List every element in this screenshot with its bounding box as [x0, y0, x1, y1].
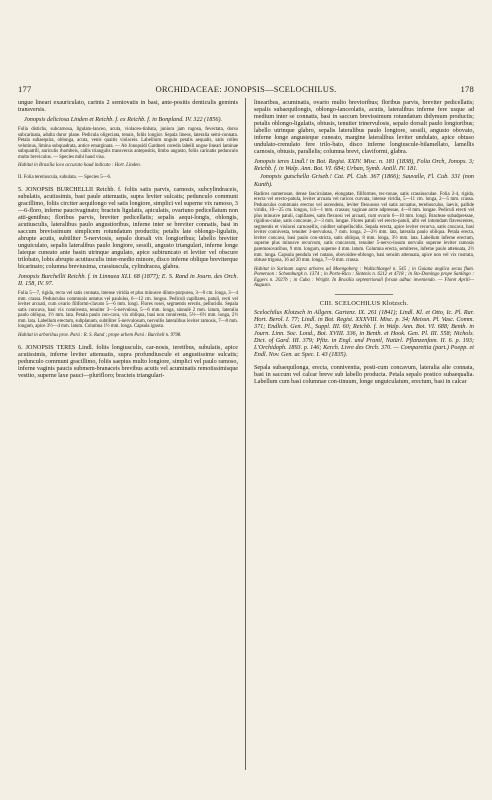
species-description: Folia distichs, subcarnosa, ligulato-lanceo, acuta, violaceo-tinbata, juniora jam rugosa, fevectata, dorso subcarinata, adulta duror plane. Pedicula oligeciata, tenuis, foliis longior. Sepala lineos, lateralia semi-connata. Petala subaequira, oblonga, acuta, venis quaitis violaceis. Labellium ungulo petalis aequalis, satis colles velutinus, limina subquadrata, antice emarginata. — Ab Jonopsidi Gardneri coredis labelli ungue lineari laminae subquatrill, auriculis rhombeis, callis triangulis transversis antepositis, limbo angusto, foliis carinatis pedunculo multo breviculus. — Species mihi haud visa.	[18, 127, 238, 160]
right-paragraph: linearibus, acuminatis, ovario multo brevioribus; floribus parvis, breviter pedicellatis; sepalis subaequilongis, oblongo-lanceolatis, acutis, lateralibus inferne fere usque ad medium inter se connatis, basi in saccum brevissimum rotundatum didymum productis; petalis oblongo-ligulatis, obtusis, tenuiter trinervulosis, sepalo dorsali paulo longioribus; labello utrinque glabro, sepalis lateralibus paulo longiore, sessili, angusto obovato, inferne longe angusteque cuneato, margine lateralibus leviter undulato, apice obtuso undulato-crenulato fere trilo-bato, disco inferne longiuscule-bilamellato, lamellis carnosis, obtusis, parallelis; columna brevi, claviformi, glabra.	[254, 100, 474, 156]
right-column	[254, 100, 474, 386]
species-diagnosis: 6. JONOPSIS TERES Lindl. foliis longiusculis, car-nosis, teretibus, subulatis, apice acutissimis, inferne leviter attenuatis, supra profundiuscule et angustissime sulcatis; pedunculo communi gracillimo, foliis saepius multo longiore, simplici vel paulo ramoso, inferne vaginis paucis submem-branaceis brevibus acutis vel acuminatis remotissimisque vestito, superne laxe pauci—pluriflоro; bracteis triangulari-	[18, 344, 238, 379]
species-description: Radices numerosae, dense fasciculatae, elongatae, filiformes, tec-tonae, satis crassiusculae. Folia 2-4, rigida, erecta vel erecto-patula, leviter arcuata vel raricos curvata, intense viridia, 5—11 cm. longa, 2—5 mm. crassa. Pedunculus communis erectus vel ascendens, leviter flexuosus vel satis arcuatus, teretiusculus, laevis, pallide viridis, 10—25 cm. longus, 1/4—1 mm. crassus; vaginae arcte adpressae, 4—8 mm. longae. Pediculi erecti vel plus minusve patuli, capillares, satis flexuosi vel arcuati, cum ovario 6—10 mm. longi. Bracteae subadpressae, rigidius-culae, satis concavae, 2—3 mm. longae. Flores patuli vel erecto-patuli, albi vel intumdam flavescentes, segmentis et violacei carnosellis, cuiditer subpellucidis. Sepala erecta, apice leviter recurva, satis concava, basi leviter connivesta, tenuiter 3-nervulosa, 7 mm. longa, 2—2½ mm. lata, lateralia paulo obliqua. Petala erecta, leviter concava, basi paulo con-stricta, satis obliqua, 8 mm. longa, 3½ mm. lata. Labellum inferne erectum, superne plus minusve recurvum, satis concavum, tenuiter 5-nervo-losum nervulis superne leviter ramosis paremosovaribus, 9 mm. longum, superne 4 mm. latum. Columna erecta, semiteres, inferne paulo attenuata, 2½ mm. longa. Capsula pendula vel nutans, obovoideo-oblongo, basi sensim attenuata, apice non vel vix rostrata, obtuse trigona, 16 ad 20 mm. longa, 7—9 mm. crassa.	[254, 191, 474, 264]
species-synonym: Jonopsis gutschella Griseb.! Cat. Pl. Cub. 367 (1866); Sauvalle, Fl. Cub. 331 (non Kunth).	[254, 174, 474, 188]
running-head: ORCHIDACEAE: JONOPSIS—SCELOCHILUS.	[155, 84, 337, 94]
left-column	[18, 100, 238, 380]
group-heading: II. Folia teretiuscula, subulata. — Species 5—6.	[18, 174, 112, 180]
species-citation: Jonopsis deliciosa Linden et Reichb. f. ex Reichb. f. in Bonpland. IV. 322 (1856).	[24, 117, 223, 124]
habitat-note: Habitat in Surinam supra arbores ad Moengoberg : Wullschlaegel n. 545 ; in Guiana anglica secus flum. Pomeroon : Schomburgk n. 1374 ; in Porto-Rico : Sintenis n. 6212 et 4718 ; in Sto-Domingo prope Sanlingo : Eggers n. 2027b ; in Cuba : Wright. In Brasilia septentrionali forsan adhuc inveniendo. — Floret Aprili—Augusto.	[254, 266, 474, 289]
page-header	[18, 84, 474, 96]
page-number-left: 177	[18, 84, 32, 94]
species-citation: Jonopsis teres Lindl.! in Bot. Regist. XXIV. Misc. n. 181 (1838), Folia Orch, Jonops. 3; Reichb. f. in Walp. Ann. Bot. VI. 684; Urban, Symb. Antill. IV. 181.	[254, 159, 474, 173]
column-divider	[245, 98, 246, 770]
habitat-note: Habitat in Brasilia loco accurato haud indicato : Hort. Linden.	[18, 163, 141, 169]
genus-citation: Scelochilus Klotzsch in Allgem. Gartenz. IX. 261 (1841); Lindl. Kl. et Otto, Ic. Pl. Rar. Hort. Berol. I. 77; Lindl. in Bot. Regist. XXXVIII. Misc. p. 34; Meissn. Pl. Vasc. Comm. 371; Endlich. Gen. Pl., Suppl. III. 60; Reichb. f. in Walp. Ann. Bot. VI. 688; Benth. in Journ. Linn. Soc. Lond., Bot. XVIII. 336, in Benth. et Hook. Gen. Pl. III. 558; Nichols. Dict. of Gard. III. 379; Pfitz. in Engl. und Prantl, Natürl. Pflanzenfam. II. 6. p. 193; L'Orchidoph. 1893. p. 146; Kerch. Livre des Orch. 370. — Comparettia (part.) Poepp. et Endl. Nov. Gen. ac Spec. I. 43 (1835).	[254, 309, 474, 359]
species-diagnosis: 5. JONOPSIS BURCHELLII Reichb. f. foliis satis parvis, carnosis, subcylindraceis, subulatis, acutissimis, basi paule attenuatis, supra leviter sulcatis; pedunculo communi gracillimo, foliis circiter aequilongo vel satis longiore, simplici vel superne vix ramoso, 3—6-floro, inferne paucivaginato; bracteis ligulatis, apiculatis, ovariuno pedicellatum non atti-gentibus; floribus parvis, breviter pedicellatis; sepalis aequi-longis, oblongis, acutiusculis, lateralibus paulo angustioribus, inferne inter se breviter connatis, basi in saccum brevissimum simplicem rotundatum productis; petalis late oblongo-ligulatis, abrupte acutis, subtiliter 5-nerviosis, sepalo dorsali vix longioribus; labello breviter unguiculato, sepalis lateralibus paulo longiore, sessili, angusto triangulari, inferne longe lateque cuneato ante basin utrinque angulato, apice subtruncato et leviter vel obscure trilobato, lobis abrupte acutiusculis inter-medio minore, disco inferne oblique breviterque bicarinato; columna breviusima, crassiuscula, cylindracea, glabra.	[18, 186, 238, 271]
genus-diagnosis: Sepala subaequilonga, erecta, conniventia, posti-cum concavum, lateralia alte connata, basi in saccum vel calcar breve sub labello producta. Petala sepalo postico subaequalia. Labellum cum basi columnae con-tinuum, longe unguiculatum, erectum, basi in calcar	[254, 365, 474, 386]
species-citation: Jonopsis Burchellii Reichb. f. in Linnaea XLI. 68 (1877); E. S. Rand in Journ. des Orch. II. 158, IV. 97.	[18, 274, 238, 288]
genus-heading: CIII. SCELOCHILUS Klotzsch.	[319, 299, 409, 307]
species-description: Folia 5—7, rigida, recta vel satis connata, intense viridia et plus minusve diluto-purpurea, 3—8 cm. longa, 3—4 mm. crassa. Pedunculus communis untatus vel paululus, 6—12 cm. longus. Pediculi capillares, patuli, recti vel leviter arcuati, cum ovario filiformi-clavato 5—6 mm. longi. Flores rosei, segmentis erectis, pellucidis. Sepala satis concava, basi vix connivesta, tenuiter 3—5-nervulosa, 5—6 mm. longa, sinnulé 2 mm. latum, lateralia paulo obliqua, 1½ mm. lata. Petala paulo con-cava, vix obliqua, basi non connivesta, 5½—6½ mm. longa, 2½ mm. lata. Labellum erectum, subplanum, subtiliter 5-nervulosum, nervullis lateralibus leviter ramosis, 7—8 mm. longum, apice 3½—4 mm. latum. Columna 1½ mm. longa. Capsula ignota.	[18, 291, 238, 330]
left-paragraph: ungue lineari exauriculato, carinis 2 semiovatis in basi, ante-positis denticulis geminis transversis.	[18, 100, 238, 114]
habitat-note: Habitat in arboribus prov. Pará : R. S. Rand ; prope urbem Pará : Burchell n. 9798.	[18, 333, 182, 338]
section-rule	[335, 294, 393, 295]
page-number-right: 178	[460, 84, 474, 94]
